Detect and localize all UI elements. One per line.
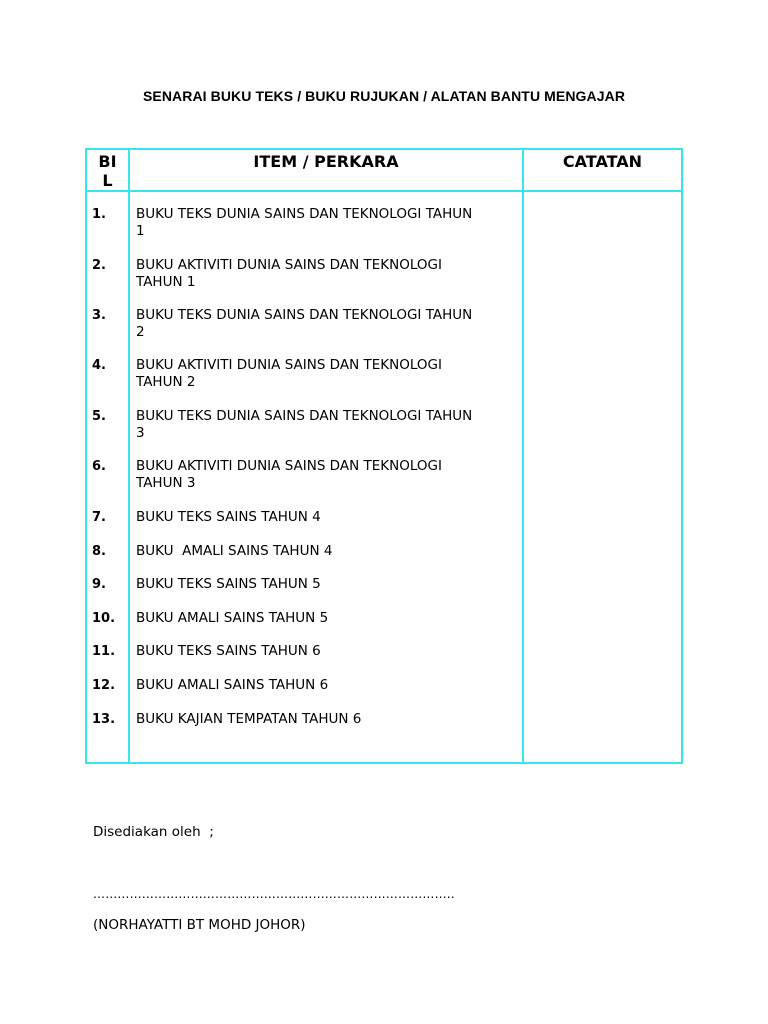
row-item-line2: 2 — [136, 324, 145, 340]
signature-line: …………………………………………………………………………….. — [93, 887, 455, 901]
row-item — [136, 206, 520, 240]
header-bil — [87, 152, 128, 190]
row-item-line1: BUKU TEKS SAINS TAHUN 5 — [136, 576, 321, 592]
row-item-line2: 1 — [136, 223, 145, 239]
row-number: 3. — [92, 308, 106, 323]
document-title: SENARAI BUKU TEKS / BUKU RUJUKAN / ALATAN BANTU MENGAJAR — [142, 88, 626, 104]
row-number: 2. — [92, 258, 106, 273]
book-list-table — [85, 148, 683, 764]
row-item — [136, 257, 520, 291]
row-item-line1: BUKU AKTIVITI DUNIA SAINS DAN TEKNOLOGI — [136, 458, 442, 474]
row-number: 10. — [92, 611, 116, 626]
row-number: 4. — [92, 358, 106, 373]
row-item-line1: BUKU TEKS DUNIA SAINS DAN TEKNOLOGI TAHUN — [136, 307, 473, 323]
header-catatan: CATATAN — [562, 152, 643, 171]
row-item — [136, 576, 520, 593]
row-item — [136, 357, 520, 391]
row-item-line1: BUKU AMALI SAINS TAHUN 4 — [136, 543, 333, 559]
row-item — [136, 643, 520, 660]
row-item — [136, 677, 520, 694]
row-item-line2: TAHUN 2 — [136, 374, 196, 390]
row-item — [136, 458, 520, 492]
prepared-by-label: Disediakan oleh ; — [93, 824, 214, 840]
column-divider-item — [522, 150, 524, 762]
column-divider-bil — [128, 150, 130, 762]
row-item — [136, 307, 520, 341]
row-number: 11. — [92, 644, 116, 659]
row-item-line1: BUKU TEKS SAINS TAHUN 4 — [136, 509, 321, 525]
row-number: 8. — [92, 544, 106, 559]
row-item-line2: 3 — [136, 425, 145, 441]
row-item — [136, 711, 520, 728]
row-item-line1: BUKU AMALI SAINS TAHUN 5 — [136, 610, 329, 626]
row-number: 5. — [92, 409, 106, 424]
row-number: 13. — [92, 712, 116, 727]
header-bil-line2: L — [102, 171, 113, 190]
row-number: 9. — [92, 577, 106, 592]
row-number: 12. — [92, 678, 116, 693]
row-item-line2: TAHUN 1 — [136, 274, 196, 290]
row-item-line1: BUKU AMALI SAINS TAHUN 6 — [136, 677, 329, 693]
row-item — [136, 509, 520, 526]
row-item-line1: BUKU KAJIAN TEMPATAN TAHUN 6 — [136, 711, 362, 727]
row-item-line2: TAHUN 3 — [136, 475, 196, 491]
row-item-line1: BUKU AKTIVITI DUNIA SAINS DAN TEKNOLOGI — [136, 257, 442, 273]
row-item — [136, 543, 520, 560]
row-item — [136, 610, 520, 627]
row-item-line1: BUKU TEKS DUNIA SAINS DAN TEKNOLOGI TAHUN — [136, 408, 473, 424]
row-number: 6. — [92, 459, 106, 474]
row-number: 7. — [92, 510, 106, 525]
header-item-perkara: ITEM / PERKARA — [253, 152, 399, 171]
header-bil-line1: BI — [98, 152, 117, 171]
preparer-name: (NORHAYATTI BT MOHD JOHOR) — [93, 917, 306, 933]
row-item — [136, 408, 520, 442]
row-item-line1: BUKU AKTIVITI DUNIA SAINS DAN TEKNOLOGI — [136, 357, 442, 373]
header-divider — [87, 190, 681, 192]
row-number: 1. — [92, 207, 106, 222]
row-item-line1: BUKU TEKS SAINS TAHUN 6 — [136, 643, 321, 659]
row-item-line1: BUKU TEKS DUNIA SAINS DAN TEKNOLOGI TAHUN — [136, 206, 473, 222]
